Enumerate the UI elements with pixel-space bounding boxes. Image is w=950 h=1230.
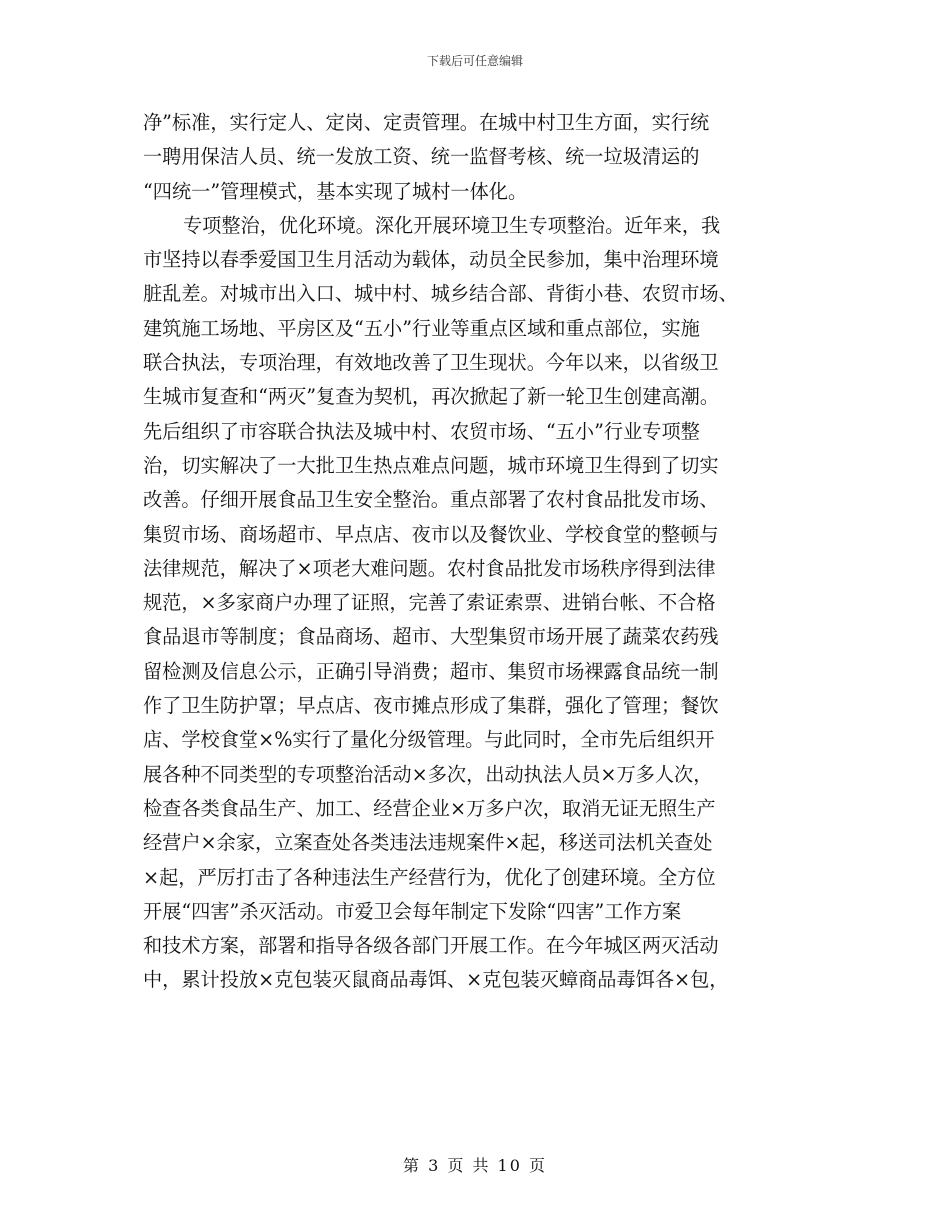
text-line: 脏乱差。对城市出入口、城中村、城乡结合部、背街小巷、农贸市场、 [143,282,738,306]
text-line: 净”标准，实行定人、定岗、定责管理。在城中村卫生方面，实行统 [143,111,710,134]
text-line: 规范，×多家商户办理了证照，完善了索证索票、进销台帐、不合格 [143,591,716,615]
text-line: 一聘用保洁人员、统一发放工资、统一监督考核、统一垃圾清运的 [143,145,700,169]
text-line: 先后组织了市容联合执法及城中村、农贸市场、“五小”行业专项整 [143,419,700,443]
text-line: 治，切实解决了一大批卫生热点难点问题，城市环境卫生得到了切实 [143,453,719,477]
text-line: 改善。仔细开展食品卫生安全整治。重点部署了农村食品批发市场、 [143,488,719,512]
text-line: 留检测及信息公示，正确引导消费；超市、集贸市场裸露食品统一制 [143,659,719,683]
page-header: 下载后可任意编辑 [426,54,523,68]
text-line: 建筑施工场地、平房区及“五小”行业等重点区域和重点部位，实施 [143,316,700,340]
text-line: ×起，严厉打击了各种违法生产经营行为，优化了创建环境。全方位 [143,865,716,889]
text-line: 法律规范，解决了×项老大难问题。农村食品批发市场秩序得到法律 [143,556,716,580]
text-line: 展各种不同类型的专项整治活动×多次，出动执法人员×万多人次， [143,762,713,786]
text-line: 作了卫生防护罩；早点店、夜市摊点形成了集群，强化了管理；餐饮 [143,694,719,718]
text-line: 和技术方案，部署和指导各级各部门开展工作。在今年城区两灭活动 [143,934,719,958]
text-line: 生城市复查和“两灭”复查为契机，再次掀起了新一轮卫生创建高潮。 [143,385,720,409]
text-line: 中，累计投放×克包装灭鼠商品毒饵、×克包装灭蟑商品毒饵各×包， [143,968,729,992]
document-body [143,106,823,998]
text-line: 店、学校食堂×%实行了量化分级管理。与此同时，全市先后组织开 [143,728,715,752]
text-line: 食品退市等制度；食品商场、超市、大型集贸市场开展了蔬菜农药残 [143,625,719,649]
text-line: 经营户×余家，立案查处各类违法违规案件×起，移送司法机关查处 [143,831,713,855]
text-line: 开展“四害”杀灭活动。市爱卫会每年制定下发除“四害”工作方案 [143,899,682,923]
text-line: 联合执法，专项治理，有效地改善了卫生现状。今年以来，以省级卫 [143,351,719,375]
paragraph-start-line: 专项整治，优化环境。深化开展环境卫生专项整治。近年来，我 [183,213,721,237]
page-number-footer: 第 3 页 共 10 页 [403,1156,547,1175]
text-line: 检查各类食品生产、加工、经营企业×万多户次，取消无证无照生产 [143,796,716,820]
text-line: “四统一”管理模式，基本实现了城村一体化。 [143,179,528,203]
text-line: 市坚持以春季爱国卫生月活动为载体，动员全民参加，集中治理环境 [143,248,719,272]
text-line: 集贸市场、商场超市、早点店、夜市以及餐饮业、学校食堂的整顿与 [143,522,719,546]
